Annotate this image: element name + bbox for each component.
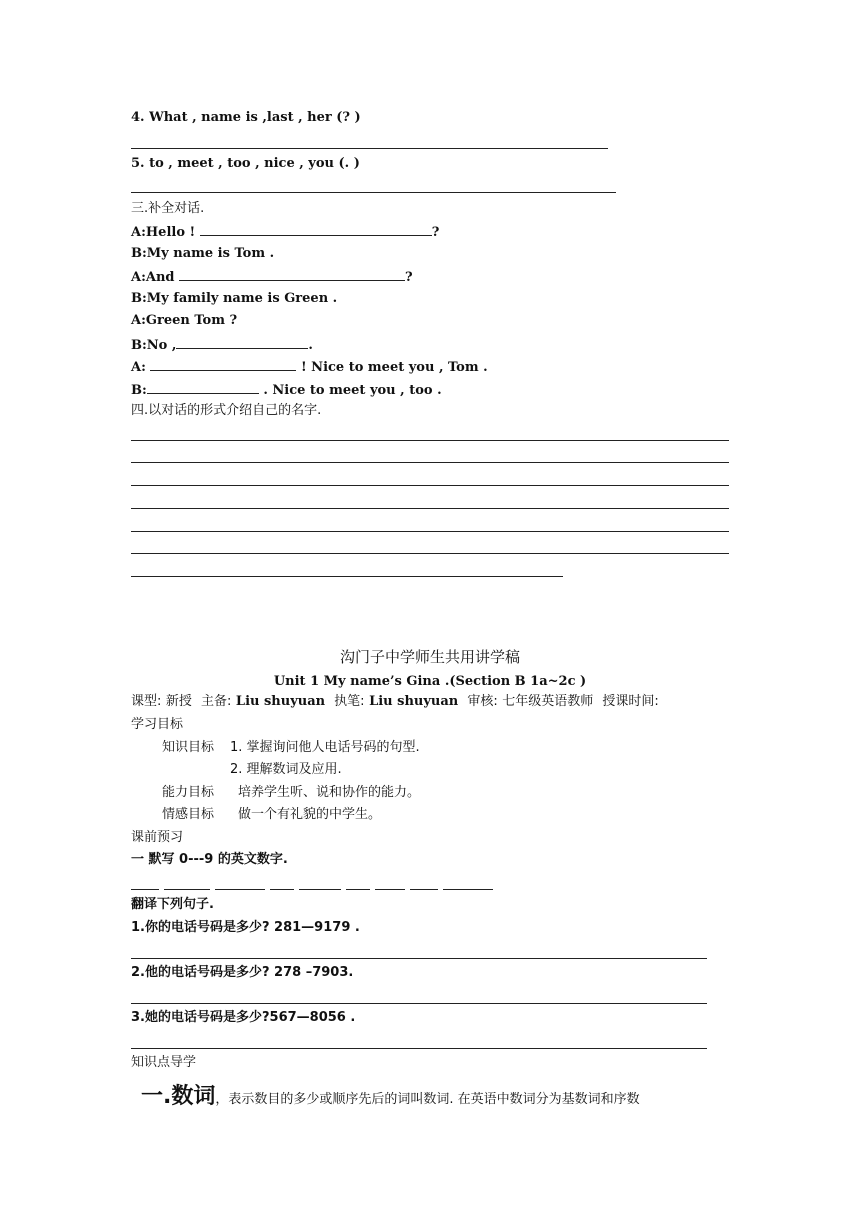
section4-heading: 四.以对话的形式介绍自己的名字. xyxy=(131,403,322,418)
number-blank-3[interactable] xyxy=(270,889,294,890)
dialogue-line-3-end: ? xyxy=(405,270,413,285)
writing-line-5[interactable] xyxy=(131,531,729,532)
goal-knowledge-label: 知识目标 xyxy=(162,740,215,755)
preview-item-1-text: 一 默写 0---9 的英文数字. xyxy=(131,852,288,867)
writing-line-6[interactable] xyxy=(131,553,729,554)
numerals-heading: 一.数词 xyxy=(141,1084,216,1109)
dialogue-line-1 xyxy=(131,223,439,241)
writing-line-3[interactable] xyxy=(131,485,729,486)
goal-ability-label: 能力目标 xyxy=(162,785,215,800)
goal-emotion-label: 情感目标 xyxy=(162,807,215,822)
number-blank-5[interactable] xyxy=(346,889,370,890)
blank-a-reply[interactable] xyxy=(150,358,296,371)
dialogue-line-8-end: . Nice to meet you , too . xyxy=(263,383,442,398)
meta-review-value: 七年级英语教师 xyxy=(502,694,594,709)
translate-line-1[interactable] xyxy=(131,958,707,959)
knowledge-heading: 知识点导学 xyxy=(131,1055,197,1070)
goal-knowledge-2: 2. 理解数词及应用. xyxy=(230,762,342,777)
answer-line-q4[interactable] xyxy=(131,148,608,149)
preview-item-1 xyxy=(131,852,288,868)
dialogue-line-1-text: A:Hello ! xyxy=(131,225,196,240)
lesson-meta xyxy=(131,694,659,710)
number-blank-2[interactable] xyxy=(215,889,265,890)
translate-heading: 翻译下列句子. xyxy=(131,897,214,912)
dialogue-line-6-end: . xyxy=(308,338,313,353)
meta-writer-value: Liu shuyuan xyxy=(369,694,459,709)
number-blank-4[interactable] xyxy=(299,889,341,890)
goal-ability: 培养学生听、说和协作的能力。 xyxy=(238,785,421,800)
answer-line-q5[interactable] xyxy=(131,192,616,193)
translate-2: 2.他的电话号码是多少? 278 –7903. xyxy=(131,965,354,980)
dialogue-line-3 xyxy=(131,268,413,286)
meta-main: 主备: xyxy=(201,694,232,709)
dialogue-line-7-start: A: xyxy=(131,360,146,375)
goal-emotion: 做一个有礼貌的中学生。 xyxy=(238,807,382,822)
blank-greeting[interactable] xyxy=(200,223,432,236)
dialogue-line-2: B:My name is Tom . xyxy=(131,246,275,261)
number-blank-1[interactable] xyxy=(164,889,210,890)
dialogue-line-6 xyxy=(131,336,313,354)
number-blank-7[interactable] xyxy=(410,889,438,890)
translate-1: 1.你的电话号码是多少? 281—9179 . xyxy=(131,920,360,935)
dialogue-line-5: A:Green Tom ? xyxy=(131,313,238,328)
dialogue-line-6-text: B:No , xyxy=(131,338,177,353)
dialogue-line-4: B:My family name is Green . xyxy=(131,291,338,306)
meta-lesson-type: 课型: xyxy=(131,694,162,709)
writing-line-7[interactable] xyxy=(131,576,563,577)
dialogue-line-7 xyxy=(131,358,488,376)
translate-line-3[interactable] xyxy=(131,1048,707,1049)
numerals-paragraph xyxy=(141,1083,640,1114)
goals-heading: 学习目标 xyxy=(131,717,184,732)
writing-line-4[interactable] xyxy=(131,508,729,509)
question-4: 4. What , name is ,last , her (? ) xyxy=(131,110,361,125)
meta-lesson-type-value: 新授 xyxy=(165,694,192,709)
number-blank-6[interactable] xyxy=(375,889,405,890)
dialogue-line-8 xyxy=(131,381,442,399)
section3-heading: 三.补全对话. xyxy=(131,201,205,216)
writing-line-1[interactable] xyxy=(131,440,729,441)
meta-time: 授课时间: xyxy=(602,694,659,709)
dialogue-line-1-end: ? xyxy=(431,225,440,240)
translate-3: 3.她的电话号码是多少?567—8056 . xyxy=(131,1010,356,1025)
meta-review: 审核: xyxy=(467,694,498,709)
blank-b-reply[interactable] xyxy=(147,381,259,394)
numerals-text: ，表示数目的多少或顺序先后的词叫数词. 在英语中数词分为基数词和序数 xyxy=(215,1092,640,1107)
goal-knowledge-1: 1. 掌握询问他人电话号码的句型. xyxy=(230,740,420,755)
writing-line-2[interactable] xyxy=(131,462,729,463)
number-blank-8[interactable] xyxy=(443,889,493,890)
dialogue-line-8-start: B: xyxy=(131,383,147,398)
preview-heading: 课前预习 xyxy=(131,830,184,845)
meta-main-value: Liu shuyuan xyxy=(235,694,326,709)
dialogue-line-3-text: A:And xyxy=(131,270,175,285)
meta-writer: 执笔: xyxy=(334,694,365,709)
blank-no[interactable] xyxy=(176,336,308,349)
number-blank-0[interactable] xyxy=(131,889,159,890)
dialogue-line-7-end: ! Nice to meet you , Tom . xyxy=(300,360,488,375)
translate-line-2[interactable] xyxy=(131,1003,707,1004)
handout-title: 沟门子中学师生共用讲学稿 xyxy=(339,648,520,666)
question-5: 5. to , meet , too , nice , you (. ) xyxy=(131,156,360,171)
blank-and[interactable] xyxy=(179,268,405,281)
handout-subtitle: Unit 1 My name’s Gina .(Section B 1a~2c ) xyxy=(273,674,587,689)
